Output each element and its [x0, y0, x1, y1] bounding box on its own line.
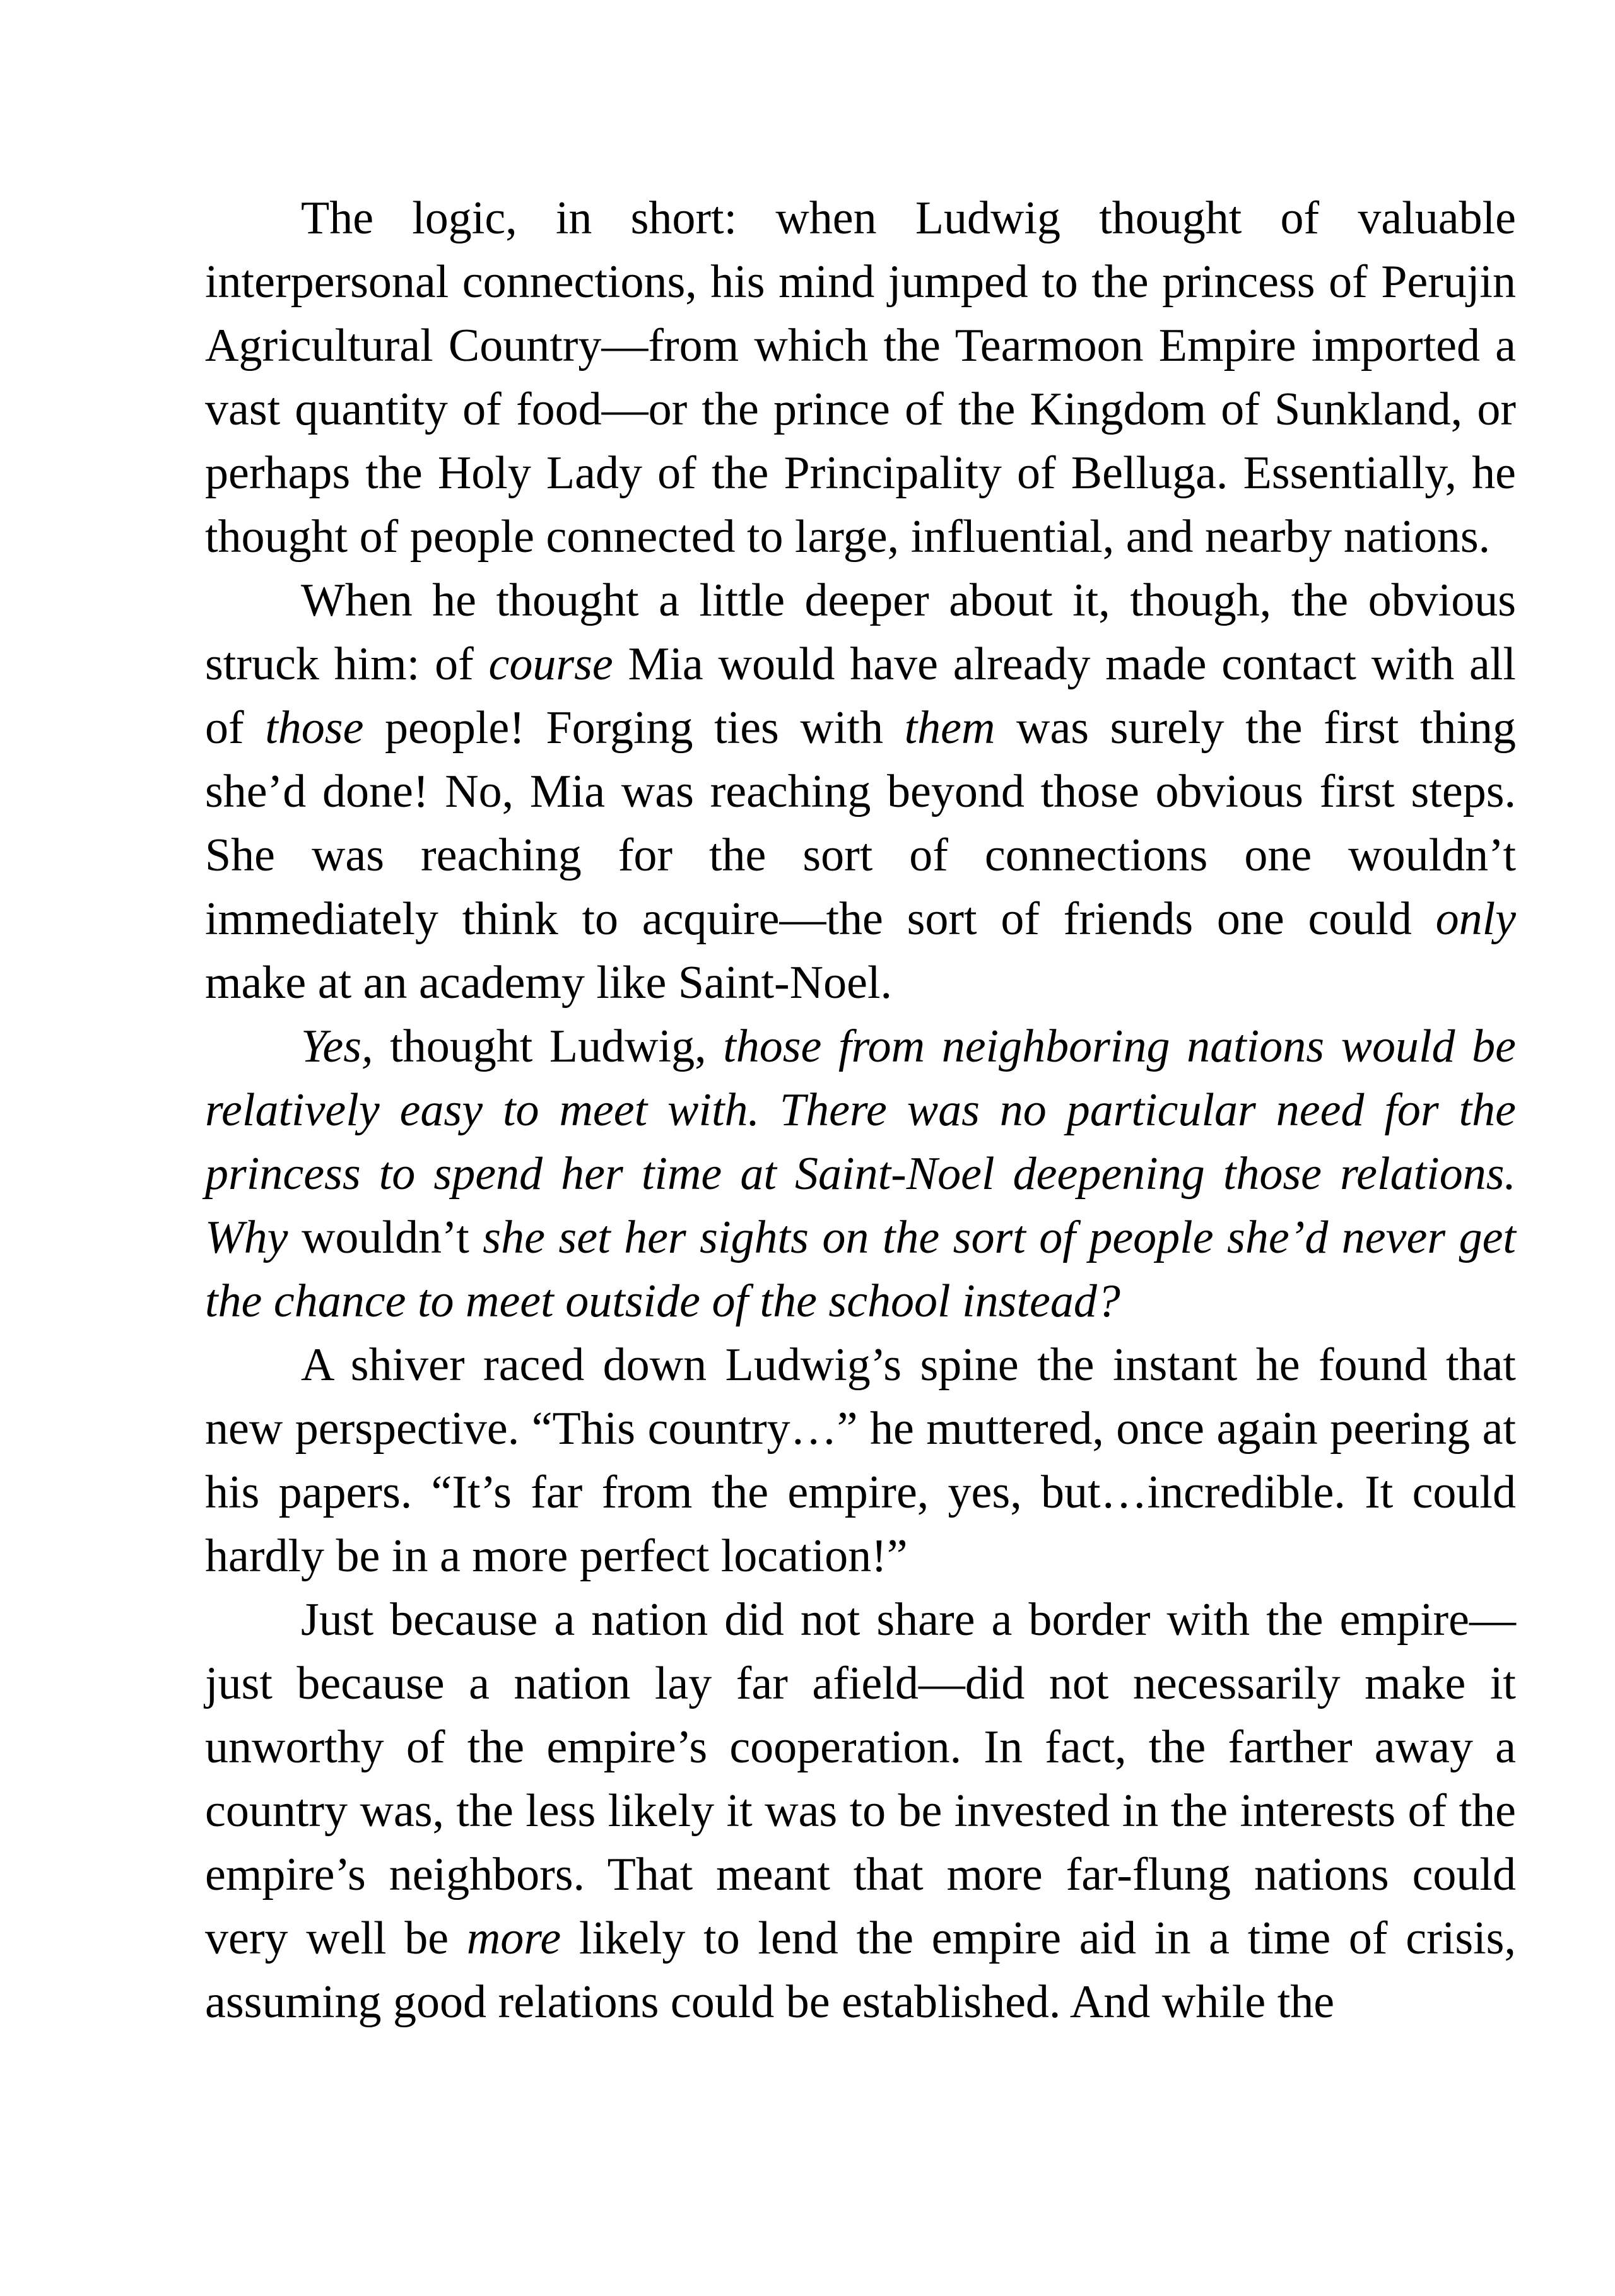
text-run-italic: those from neighboring nations would be relatively easy to meet with. There was no particular need for the princess to spend her time at Saint-Noel deepening those relations. Why: [205, 1021, 1516, 1263]
paragraph: [205, 1588, 1516, 2034]
paragraph: [205, 1015, 1516, 1333]
paragraph: [205, 187, 1516, 569]
text-run: likely to lend the empire aid in a time of crisis, assuming good relations could be established. And while the: [205, 1912, 1516, 2028]
paragraph: [205, 569, 1516, 1015]
text-run-italic: those: [265, 702, 364, 754]
text-run-italic: only: [1435, 893, 1516, 945]
text-run: When he thought a little deeper about it, though, the obvious struck him: of: [205, 575, 1516, 690]
text-run-italic: more: [466, 1912, 561, 1964]
text-run: A shiver raced down Ludwig’s spine the instant he found that new perspective. “This country…” he muttered, once again peering at his papers. “It’s far from the empire, yes, but…incredible. It could hardly be in a more perfect location!”: [205, 1339, 1516, 1582]
text-run: people! Forging ties with: [363, 702, 905, 754]
text-run: Just because a nation did not share a border with the empire—just because a nation lay far afield—did not necessarily make it unworthy of the empire’s cooperation. In fact, the farther away a country was, the less likely it was to be invested in the interests of the empire’s neighbors. That meant that more far-flung nations could very well be: [205, 1594, 1516, 1964]
text-run: thought Ludwig,: [373, 1021, 724, 1072]
paragraph: [205, 1333, 1516, 1588]
text-run-italic: course: [488, 638, 613, 690]
text-run: Mia would have already made contact with all of: [205, 638, 1516, 754]
text-run: make at an academy like Saint-Noel.: [205, 957, 893, 1009]
text-run: was surely the first thing she’d done! No, Mia was reaching beyond those obvious first steps. She was reaching for the sort of connections one wouldn’t immediately think to acquire—the sort of friends one could: [205, 702, 1516, 945]
text-run-italic: them: [904, 702, 995, 754]
page-text: [205, 187, 1516, 2034]
text-run: wouldn’t: [301, 1212, 469, 1263]
text-run: The logic, in short: when Ludwig thought of valuable interpersonal connections, his mind jumped to the princess of Perujin Agricultural Country—from which the Tearmoon Empire imported a vast quantity of food—or the prince of the Kingdom of Sunkland, or perhaps the Holy Lady of the Principality of Belluga. Essentially, he thought of people connected to large, influential, and nearby nations.: [205, 192, 1516, 563]
text-run-italic: Yes,: [301, 1021, 373, 1072]
text-run-italic: she set her sights on the sort of people she’d never get the chance to meet outside of the school instead?: [205, 1212, 1516, 1327]
